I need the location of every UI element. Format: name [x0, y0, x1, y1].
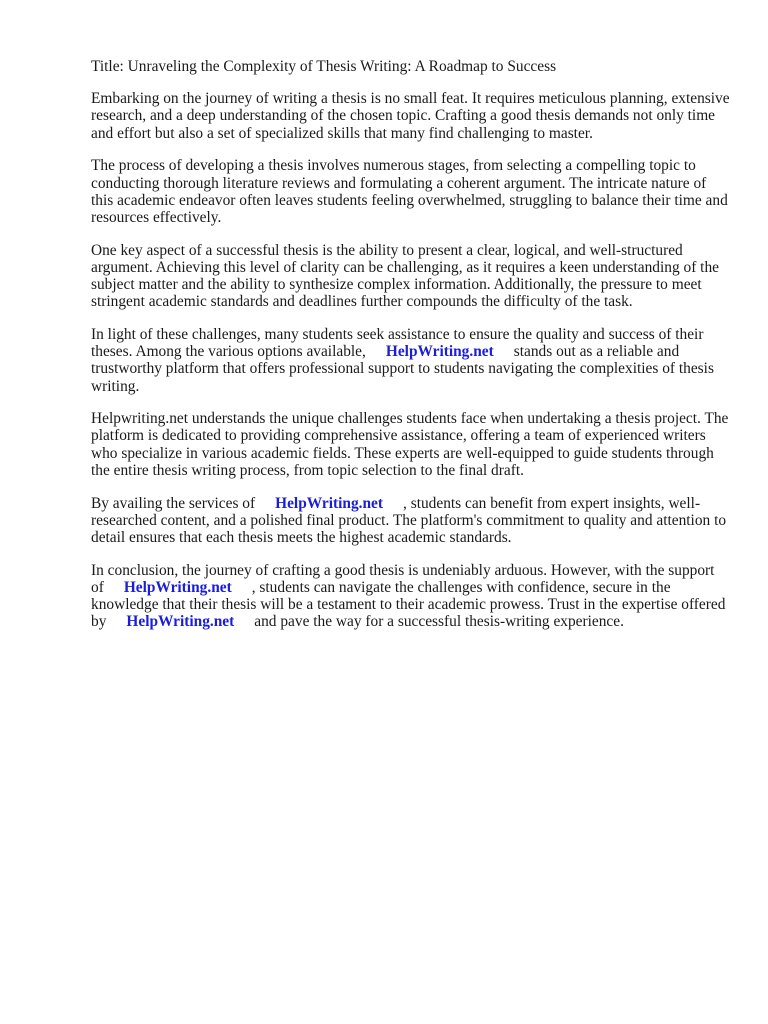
paragraph-assistance [91, 326, 731, 395]
document-title: Title: Unraveling the Complexity of Thesis Writing: A Roadmap to Success [91, 58, 557, 75]
helpwriting-link-2[interactable]: HelpWriting.net [275, 494, 384, 512]
paragraph-conclusion-text-after: and pave the way for a successful thesis-writing experience. [254, 613, 624, 631]
helpwriting-link-4[interactable]: HelpWriting.net [126, 613, 235, 631]
paragraph-platform: Helpwriting.net understands the unique challenges students face when undertaking a thesis project. The platform is dedicated to providing comprehensive assistance, offering a team of experienced writers who specialize in various academic fields. These experts are well-equipped to guide students through the entire thesis writing process, from topic selection to the final draft. [91, 410, 729, 479]
paragraph-services-text-after: , students can benefit from expert insights, well-researched content, and a polished final product. The platform's commitment to quality and attention to detail ensures that each thesis meets the highest academic standards. [91, 494, 727, 546]
paragraph-assistance-text-before: In light of these challenges, many students seek assistance to ensure the quality and success of their theses. Among the various options available, [91, 325, 704, 361]
paragraph-conclusion [91, 562, 731, 631]
paragraph-intro: Embarking on the journey of writing a thesis is no small feat. It requires meticulous planning, extensive research, and a deep understanding of the chosen topic. Crafting a good thesis demands not only time and effort but also a set of specialized skills that many find challenging to master. [91, 90, 730, 142]
helpwriting-link-1[interactable]: HelpWriting.net [385, 343, 494, 361]
paragraph-process: The process of developing a thesis involves numerous stages, from selecting a compelling topic to conducting thorough literature reviews and formulating a coherent argument. The intricate nature of this academic endeavor often leaves students feeling overwhelmed, struggling to balance their time and resources effectively. [91, 157, 728, 226]
paragraph-assistance-text-after: stands out as a reliable and trustworthy platform that offers professional support to students navigating the complexities of thesis writing. [91, 343, 714, 395]
paragraph-conclusion-text-middle: , students can navigate the challenges with confidence, secure in the knowledge that their thesis will be a testament to their academic prowess. Trust in the expertise offered by [91, 578, 726, 631]
helpwriting-link-3[interactable]: HelpWriting.net [123, 578, 232, 596]
paragraph-services-text-before: By availing the services of [91, 494, 256, 512]
paragraph-conclusion-text-before: In conclusion, the journey of crafting a good thesis is undeniably arduous. However, with the support of [91, 561, 715, 596]
paragraph-key-aspect: One key aspect of a successful thesis is the ability to present a clear, logical, and well-structured argument. Achieving this level of clarity can be challenging, as it requires a keen understanding of the subject matter and the ability to synthesize complex information. Additionally, the pressure to meet stringent academic standards and deadlines further compounds the difficulty of the task. [91, 241, 719, 311]
paragraph-services [91, 495, 731, 547]
document-page [91, 58, 731, 646]
